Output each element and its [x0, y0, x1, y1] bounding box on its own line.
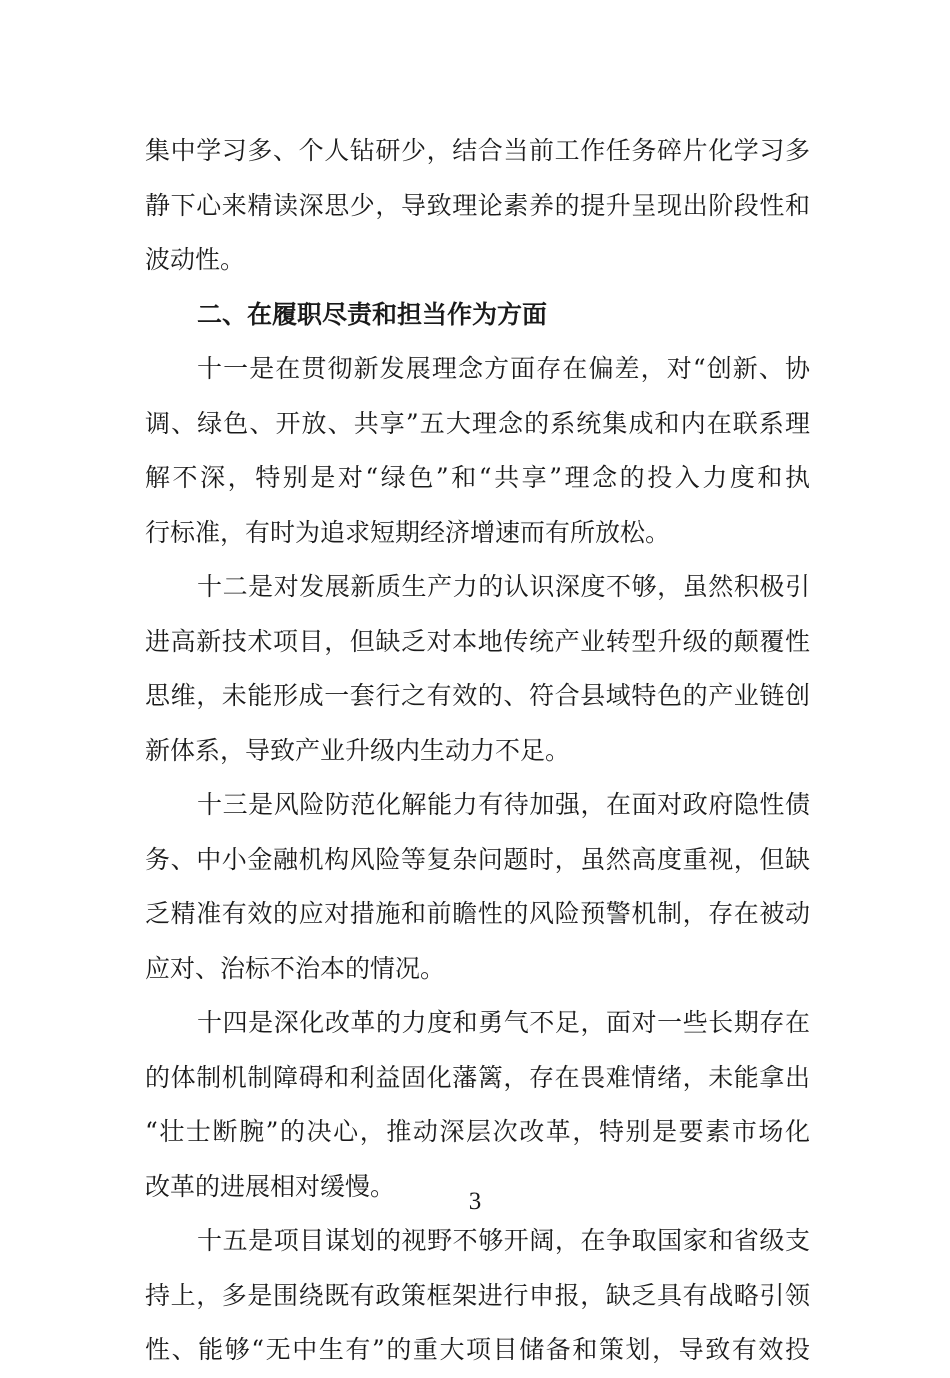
- text-line: 务、中小金融机构风险等复杂问题时，虽然高度重视，但缺: [145, 844, 810, 874]
- text-line: 十一是在贯彻新发展理念方面存在偏差，对“创新、协: [197, 354, 810, 383]
- text-line: 静下心来精读深思少，导致理论素养的提升呈现出阶段性和: [145, 190, 810, 220]
- paragraph-13: [145, 778, 810, 996]
- text-line: 行标准，有时为追求短期经济增速而有所放松。: [145, 517, 671, 547]
- text-line: 十四是深化改革的力度和勇气不足，面对一些长期存在: [197, 1008, 810, 1037]
- paragraph-14: [145, 996, 810, 1214]
- text-line: 调、绿色、开放、共享”五大理念的系统集成和内在联系理: [145, 408, 810, 438]
- text-line: 新体系，导致产业升级内生动力不足。: [145, 735, 571, 765]
- paragraph-11: [145, 342, 810, 560]
- text-line: 思维，未能形成一套行之有效的、符合县域特色的产业链创: [145, 681, 810, 710]
- paragraph-15: [145, 1214, 810, 1378]
- text-line: 十三是风险防范化解能力有待加强，在面对政府隐性债: [197, 790, 810, 819]
- paragraph-continued: [145, 124, 810, 288]
- text-line: 十五是项目谋划的视野不够开阔，在争取国家和省级支: [197, 1226, 810, 1255]
- text-line: 乏精准有效的应对措施和前瞻性的风险预警机制，存在被动: [145, 899, 810, 928]
- text-line: 的体制机制障碍和利益固化藩篱，存在畏难情绪，未能拿出: [145, 1062, 810, 1092]
- text-line: 持上，多是围绕既有政策框架进行申报，缺乏具有战略引领: [145, 1280, 810, 1310]
- text-line: 十二是对发展新质生产力的认识深度不够，虽然积极引: [197, 572, 810, 601]
- section-heading: 二、在履职尽责和担当作为方面: [197, 299, 548, 329]
- text-line: 集中学习多、个人钻研少，结合当前工作任务碎片化学习多: [145, 136, 810, 165]
- paragraph-12: [145, 560, 810, 778]
- text-line: 应对、治标不治本的情况。: [145, 953, 446, 983]
- page-number: 3: [468, 1188, 482, 1215]
- text-line: 进高新技术项目，但缺乏对本地传统产业转型升级的颠覆性: [145, 626, 810, 656]
- text-line: 解不深，特别是对“绿色”和“共享”理念的投入力度和执: [145, 463, 810, 492]
- text-line: 波动性。: [145, 245, 246, 274]
- text-line: 改革的进展相对缓慢。: [145, 1171, 396, 1201]
- text-line: 性、能够“无中生有”的重大项目储备和策划，导致有效投: [145, 1335, 810, 1364]
- text-line: “壮士断腕”的决心，推动深层次改革，特别是要素市场化: [145, 1117, 810, 1146]
